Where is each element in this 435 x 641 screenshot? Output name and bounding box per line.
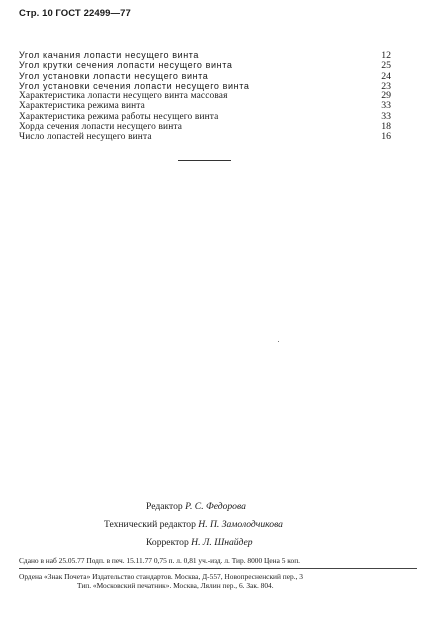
tech-editor-role: Технический редактор (104, 519, 196, 530)
colophon (19, 556, 419, 566)
index-term: Угол установки сечения лопасти несущего винта (19, 80, 250, 91)
publisher-line: Ордена «Знак Почета» Издательство стандартов. Москва, Д-557, Новопресненский пер., 3 (19, 572, 303, 581)
index-page: 12 (381, 50, 391, 61)
index-entry (19, 81, 391, 91)
printer-line: Тип. «Московский печатник». Москва, Лялин пер., 6. Зак. 804. (77, 581, 274, 590)
index-page: 25 (381, 60, 391, 72)
editor-name: Р. С. Федорова (185, 501, 246, 512)
speck (278, 341, 279, 342)
index-term: Характеристика лопасти несущего винта массовая (19, 91, 228, 102)
index-page: 29 (381, 90, 391, 102)
index-entry (19, 71, 391, 81)
index-page: 18 (381, 121, 391, 133)
index-entry (19, 50, 391, 60)
index-page: 16 (381, 131, 391, 143)
index-term: Угол установки лопасти несущего винта (19, 70, 209, 81)
page-header (19, 8, 131, 19)
proofreader-line (146, 537, 253, 548)
index-term: Угол крутки сечения лопасти несущего винта (19, 60, 233, 71)
index-page: 33 (381, 100, 391, 112)
proofreader-name: Н. Л. Шнайдер (191, 537, 253, 548)
colophon-line: Сдано в наб 25.05.77 Подп. в печ. 15.11.77 0,75 п. л. 0,81 уч.-изд. л. Тир. 8000 Цена 5 коп. (19, 556, 300, 565)
editor-role: Редактор (146, 501, 183, 512)
page-label: Стр. 10 (19, 8, 53, 19)
tech-editor-name: Н. П. Замолодчикова (198, 519, 283, 530)
index-term: Число лопастей несущего винта (19, 132, 152, 143)
index-term: Угол качания лопасти несущего винта (19, 50, 200, 60)
tech-editor-line (104, 519, 283, 530)
index-term: Характеристика режима винта (19, 101, 145, 112)
proofreader-role: Корректор (146, 537, 189, 548)
index-page: 33 (381, 110, 391, 122)
section-divider (178, 160, 231, 161)
index-entry (19, 91, 391, 101)
index-entry (19, 132, 391, 142)
index-entry (19, 60, 391, 70)
index-entry (19, 101, 391, 111)
index-term: Хорда сечения лопасти несущего винта (19, 122, 183, 133)
index-entry (19, 112, 391, 122)
index-page: 23 (381, 80, 391, 92)
editor-line (146, 501, 246, 512)
standard-number: ГОСТ 22499—77 (55, 8, 131, 19)
index-page: 24 (381, 70, 391, 82)
index-entry (19, 122, 391, 132)
term-index (19, 50, 391, 143)
index-term: Характеристика режима работы несущего винта (19, 111, 219, 122)
colophon-divider (19, 568, 417, 569)
